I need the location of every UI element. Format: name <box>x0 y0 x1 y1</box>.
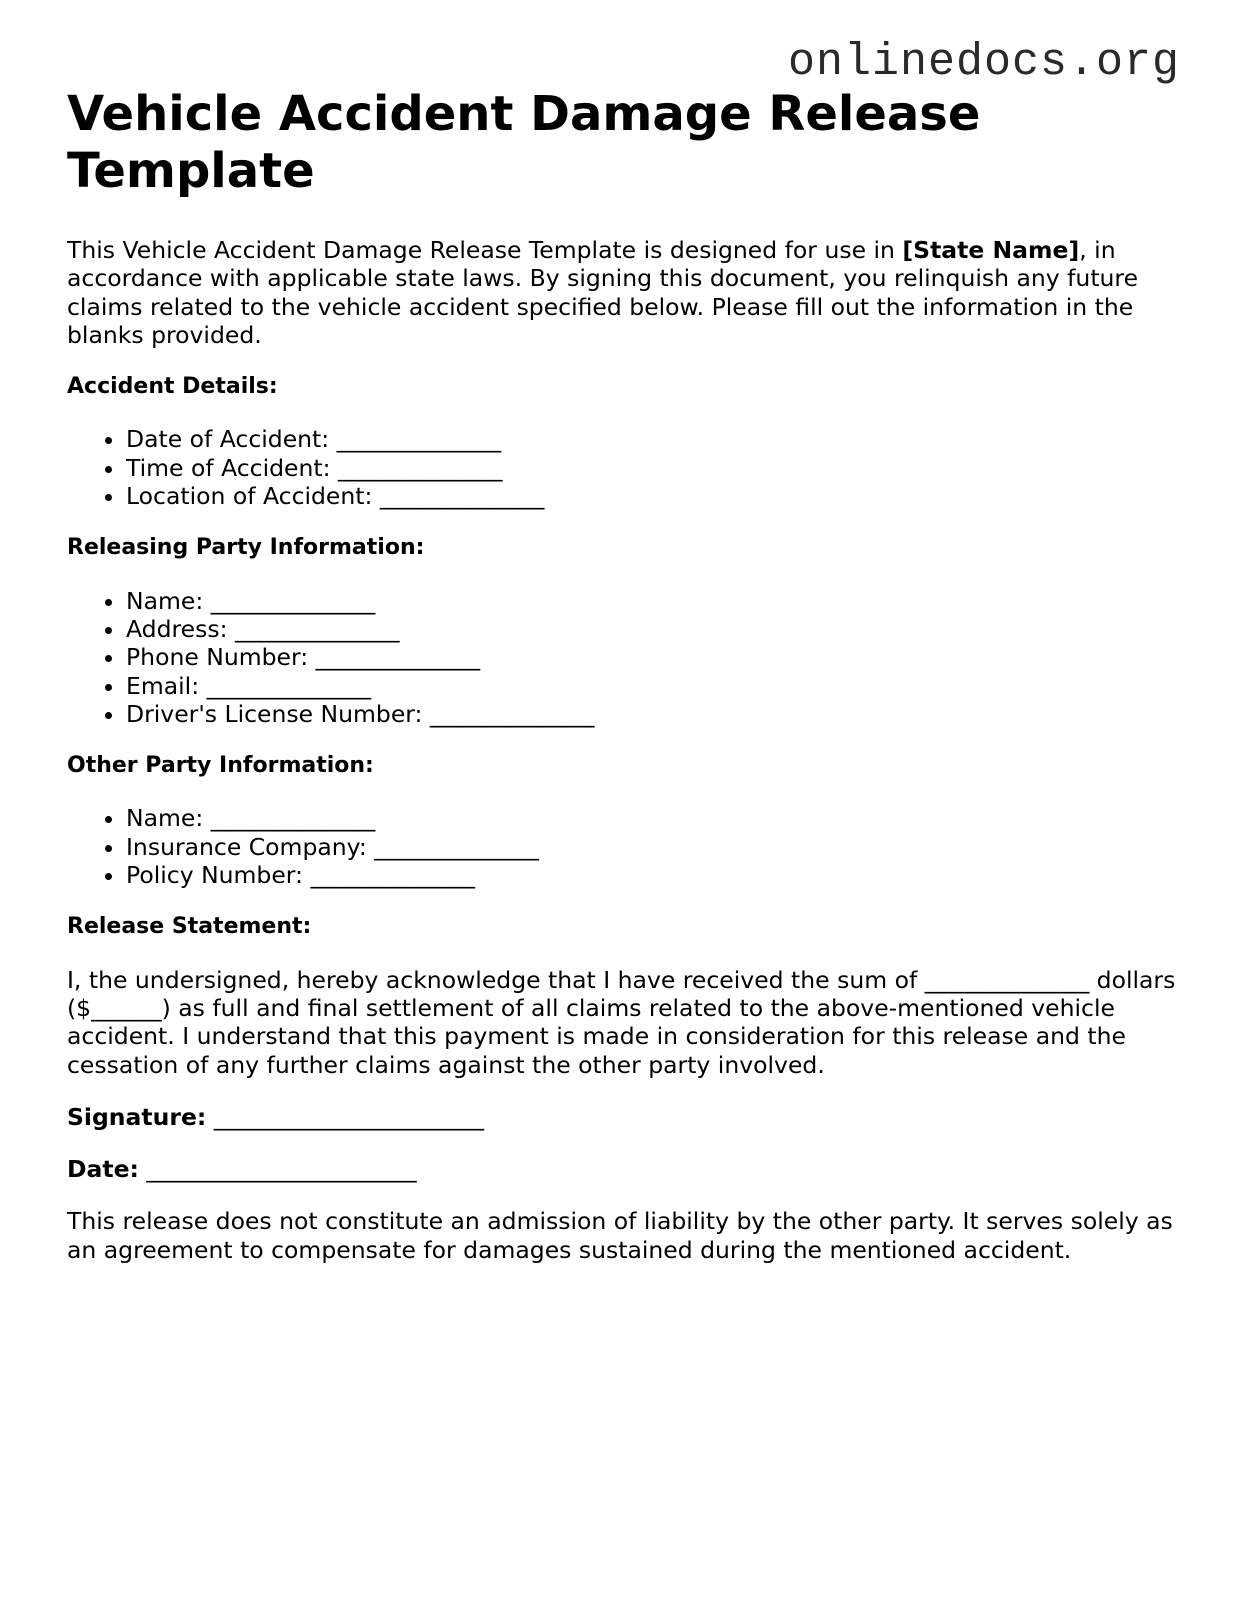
other-name-field: • Name: ______________ <box>126 804 1177 832</box>
location-of-accident-field: • Location of Accident: ______________ <box>126 482 1177 510</box>
date-of-accident-field: • Date of Accident: ______________ <box>126 425 1177 453</box>
intro-suffix: , in accordance with applicable state laws. By signing this document, you relinquish any future claims related to the vehicle accident specified below. Please fill out the information in the blanks provided. <box>67 236 1139 349</box>
date-blank: _______________________ <box>138 1155 417 1184</box>
release-statement-text: I, the undersigned, hereby acknowledge that I have received the sum of ______________ dollars ($______) as full and final settlement of all claims related to the above-mentioned vehicle accident. I understand that this payment is made in consideration for this release and the cessation of any further claims against the other party involved. <box>67 965 1176 1079</box>
state-name-placeholder: [State Name] <box>902 236 1080 264</box>
other-party-list <box>67 804 1177 889</box>
releasing-party-list <box>67 587 1177 728</box>
release-statement-heading: Release Statement: <box>67 914 312 940</box>
time-of-accident-field: • Time of Accident: ______________ <box>126 454 1177 482</box>
other-policy-field: • Policy Number: ______________ <box>126 861 1177 889</box>
document-title: Vehicle Accident Damage Release Template <box>67 86 981 199</box>
watermark: onlinedocs.org <box>787 37 1180 88</box>
releasing-email-field: • Email: ______________ <box>126 672 1177 700</box>
intro-paragraph <box>67 236 1177 349</box>
date-line <box>67 1155 1177 1183</box>
document-page <box>67 86 1177 1264</box>
releasing-name-field: • Name: ______________ <box>126 587 1177 615</box>
releasing-address-field: • Address: ______________ <box>126 615 1177 643</box>
signature-line <box>67 1103 1177 1131</box>
releasing-license-field: • Driver's License Number: ______________ <box>126 700 1177 728</box>
accident-details-list <box>67 425 1177 510</box>
other-insurance-field: • Insurance Company: ______________ <box>126 833 1177 861</box>
date-label: Date: <box>67 1155 139 1184</box>
closing-paragraph: This release does not constitute an admission of liability by the other party. It serves solely as an agreement to compensate for damages sustained during the mentioned accident. <box>67 1207 1173 1264</box>
signature-label: Signature: <box>67 1102 207 1131</box>
signature-blank: _______________________ <box>206 1102 485 1131</box>
releasing-party-heading: Releasing Party Information: <box>67 535 425 561</box>
intro-prefix: This Vehicle Accident Damage Release Template is designed for use in <box>67 236 903 264</box>
accident-details-heading: Accident Details: <box>67 374 278 400</box>
other-party-heading: Other Party Information: <box>67 753 374 779</box>
releasing-phone-field: • Phone Number: ______________ <box>126 643 1177 671</box>
